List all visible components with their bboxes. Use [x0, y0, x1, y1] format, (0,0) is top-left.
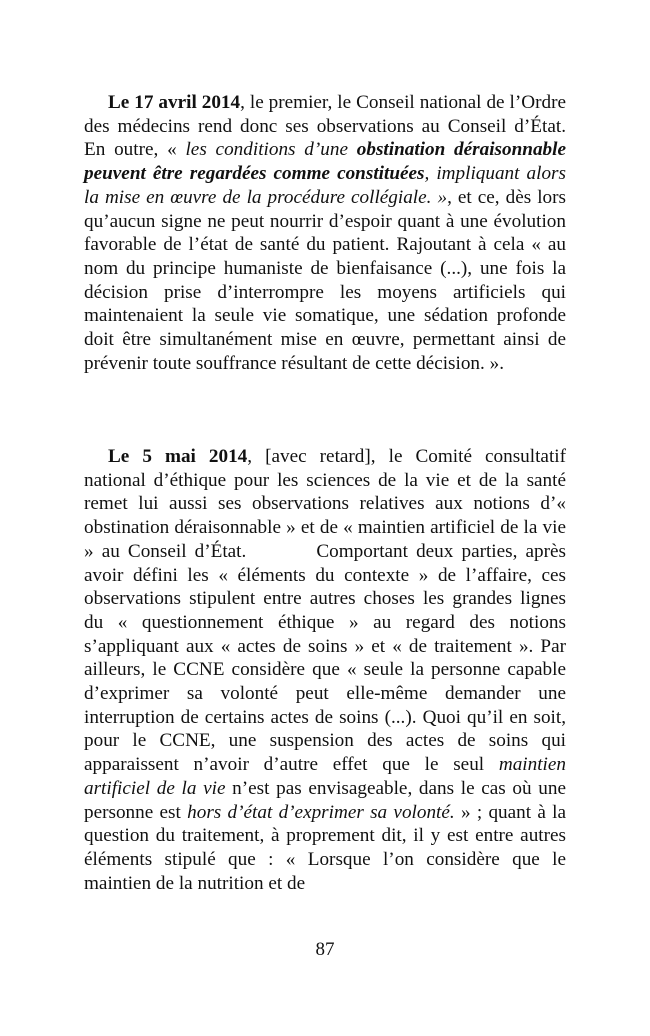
- page-number: 87: [315, 939, 335, 960]
- quote-bold-italic: obstination déraisonnable peuvent être regardées comme constituées: [84, 139, 566, 185]
- date-17-avril-2014: Le 17 avril 2014: [108, 92, 241, 113]
- paragraph-1-text-a: , le premier, le Conseil national de l’Ordre des médecins rend donc ses observations au Conseil d’État. En outre, «: [84, 92, 566, 161]
- paragraph-2-text-d: » ; quant à la question du traitement, à proprement dit, il y est entre autres éléments stipulé que : « Lorsque l’on considère que le maintien de la nutrition et de: [84, 801, 566, 894]
- quote-italic-start: les conditions d’une: [185, 139, 357, 161]
- quote-italic-end: , impliquant alors la mise en œuvre de la procédure collégiale. »: [84, 163, 566, 208]
- paragraph-2: [84, 445, 566, 895]
- paragraph-2-text-a: , [avec retard], le Comité consultatif national d’éthique pour les sciences de la vie et de la santé remet lui aussi ses observations relatives aux notions d’« obstination déraisonnable » et de « maintien artificiel de la vie » au Conseil d’État.: [84, 446, 566, 562]
- paragraph-1: [84, 91, 566, 375]
- paragraph-2-text-c: n’est pas envisageable, dans le cas où une personne est: [84, 777, 566, 823]
- paragraph-2-text-b: Comportant deux parties, après avoir défini les « éléments du contexte » de l’affaire, ces observations stipulent entre autres choses les grandes lignes du « questionnement éthique » au regard des notions s’appliquant aux « actes de soins » et « de traitement ». Par ailleurs, le CCNE considère que « seule la personne capable d’exprimer sa volonté peut elle-même demander une interruption de certains actes de soins (...). Quoi qu’il en soit, pour le CCNE, une suspension des actes de soins qui apparaissent n’avoir d’autre effet que le seul: [84, 540, 566, 776]
- paragraph-1-text-b: , et ce, dès lors qu’aucun signe ne peut nourrir d’espoir quant à une évolution favorable de l’état de santé du patient. Rajoutant à cela « au nom du principe humaniste de bienfaisance (...), une fois la décision prise d’interrompre les moyens artificiels qui maintenaient la seule vie somatique, une sédation profonde doit être simultanément mise en œuvre, permettant ainsi de prévenir toute souffrance résultant de cette décision. ».: [84, 186, 566, 374]
- italic-maintien-artificiel: maintien artificiel de la vie: [84, 754, 566, 799]
- date-5-mai-2014: Le 5 mai 2014: [108, 446, 248, 467]
- italic-hors-etat: hors d’état d’exprimer sa volonté.: [187, 801, 455, 823]
